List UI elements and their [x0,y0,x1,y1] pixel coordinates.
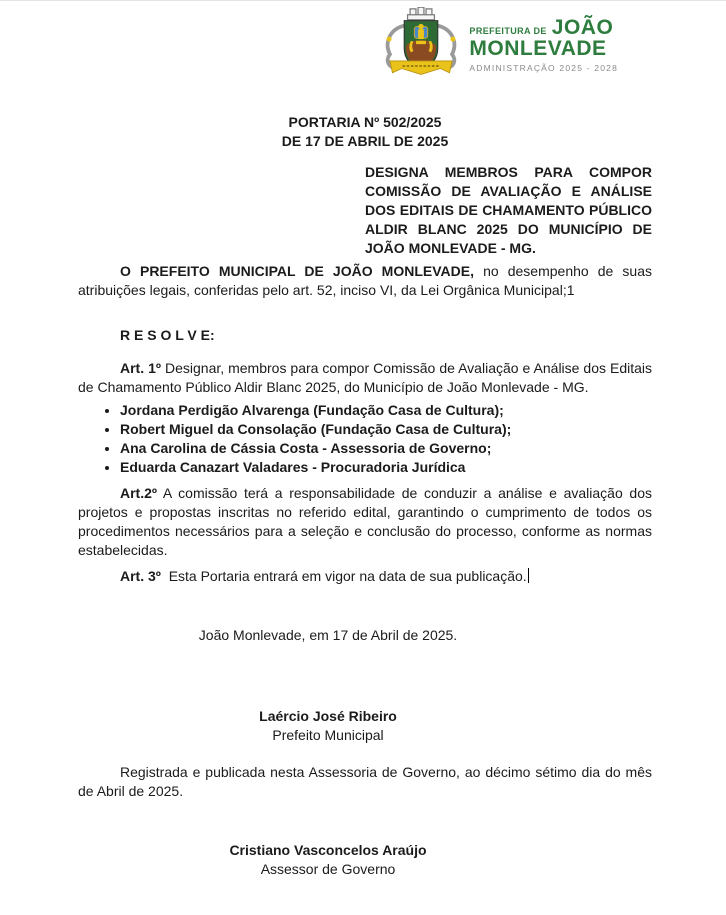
article-1 [78,359,652,397]
signature-role: Prefeito Municipal [272,727,384,743]
resolve-heading: R E S O L V E: [120,327,215,343]
title-line-1: PORTARIA Nº 502/2025 [288,114,442,130]
signature-block-mayor [78,707,578,745]
dateline: João Monlevade, em 17 de Abril de 2025. [198,627,458,643]
city-logo [379,7,618,83]
logo-wordmark [469,17,618,73]
logo-city-line2: MONLEVADE [469,37,607,61]
signature-name: Cristiano Vasconcelos Araújo [229,842,427,858]
list-item: • Eduarda Canazart Valadares - Procuradoria Jurídica [120,458,652,477]
article-2 [78,484,652,560]
document-title [78,113,652,151]
preamble [78,262,652,300]
article-2-label: Art.2º [120,485,158,501]
letterhead [78,1,652,89]
registration-note: Registrada e publicada nesta Assessoria de Governo, ao décimo sétimo dia do mês de Abril de 2025. [78,764,652,799]
members-list [78,401,652,477]
signature-role: Assessor de Governo [260,861,396,877]
text-cursor[interactable] [528,568,530,583]
list-item: • Robert Miguel da Consolação (Fundação Casa de Cultura); [120,420,652,439]
list-item: • Jordana Perdigão Alvarenga (Fundação Casa de Cultura); [120,401,652,420]
article-3 [78,567,652,586]
epigraph: DESIGNA MEMBROS PARA COMPOR COMISSÃO DE AVALIAÇÃO E ANÁLISE DOS EDITAIS DE CHAMAMENTO PÚBLICO ALDIR BLANC 2025 DO MUNICÍPIO DE JOÃO MONLEVADE - MG. [365,164,652,256]
preamble-rest: no desempenho de suas atribuições legais, conferidas pelo art. 52, inciso VI, da Lei Orgânica Municipal;1 [78,263,653,298]
article-3-text: Esta Portaria entrará em vigor na data de sua publicação. [168,568,527,584]
article-1-label: Art. 1º [120,360,161,376]
article-3-label: Art. 3º [120,568,161,584]
logo-city-line1: JOÃO [551,16,614,40]
logo-prefix: PREFEITURA DE [469,26,547,37]
preamble-bold: O PREFEITO MUNICIPAL DE JOÃO MONLEVADE, [120,263,474,279]
title-line-2: DE 17 DE ABRIL DE 2025 [281,133,449,149]
signature-name: Laércio José Ribeiro [259,708,397,724]
article-1-text: Designar, membros para compor Comissão de Avaliação e Análise dos Editais de Chamamento Público Aldir Blanc 2025, do Município de João Monlevade - MG. [78,360,652,395]
article-2-text: A comissão terá a responsabilidade de conduzir a análise e avaliação dos projetos e propostas inscritas no referido edital, garantindo o cumprimento de todos os procedimentos necessários para a seleção e conclusão do processo, conforme as normas estabelecidas. [78,485,652,558]
list-item: • Ana Carolina de Cássia Costa - Assessoria de Governo; [120,439,652,458]
logo-administration: ADMINISTRAÇÃO 2025 - 2028 [469,63,618,74]
signature-block-advisor [78,841,578,879]
coat-of-arms-icon [379,7,463,83]
